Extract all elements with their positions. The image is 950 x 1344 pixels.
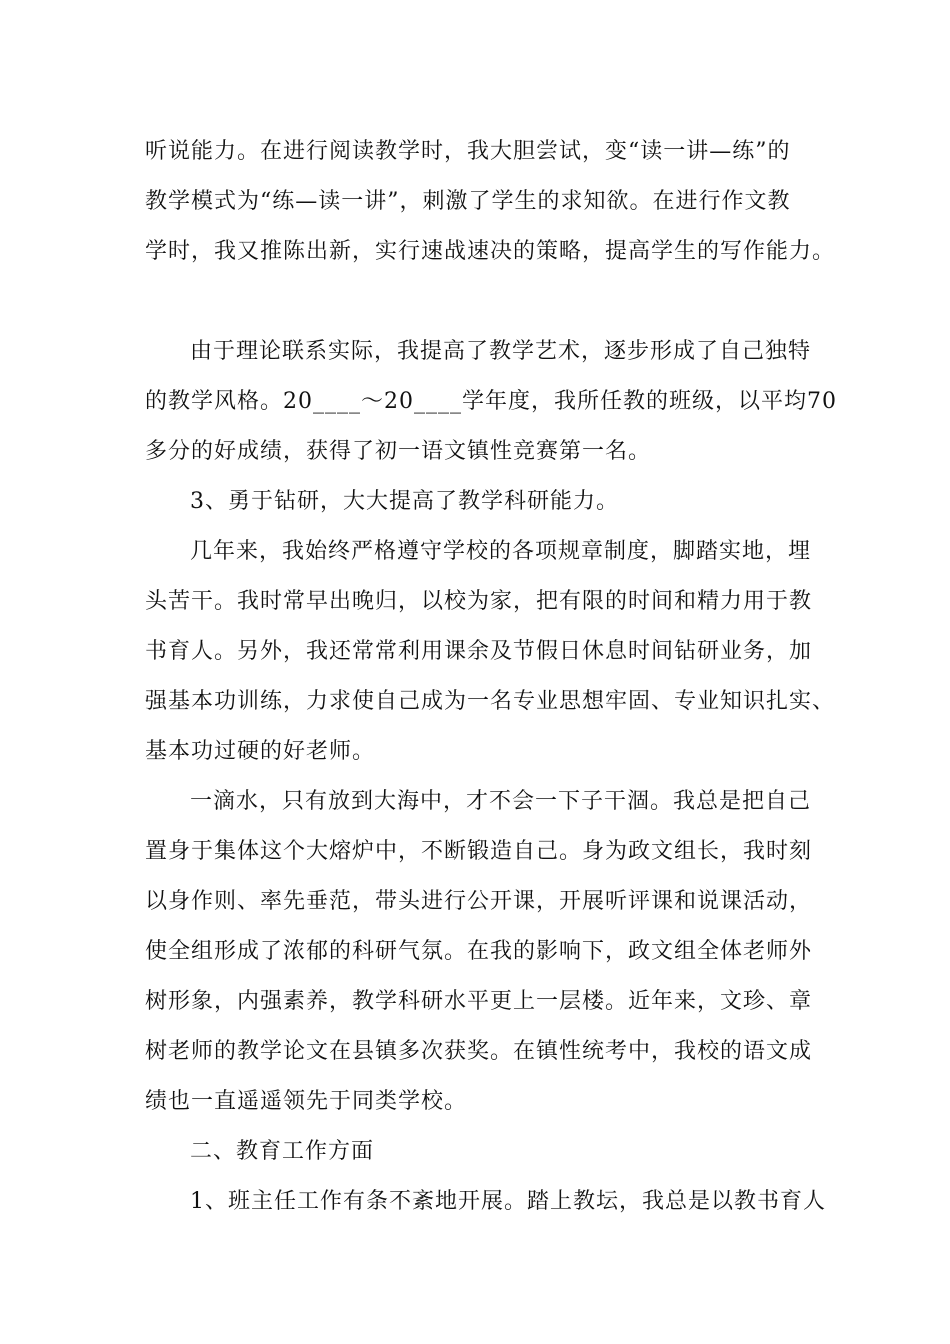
text-line: 听说能力。在进行阅读教学时，我大胆尝试，变“读一讲—练”的 [145, 139, 791, 164]
text-line: 以身作则、率先垂范，带头进行公开课，开展听评课和说课活动， [145, 889, 813, 914]
text-line: 多分的好成绩，获得了初一语文镇性竞赛第一名。 [145, 439, 652, 464]
text-line: 使全组形成了浓郁的科研气氛。在我的影响下，政文组全体老师外 [145, 939, 813, 964]
text-line: 置身于集体这个大熔炉中，不断锻造自己。身为政文组长，我时刻 [145, 839, 813, 864]
text-line: 树老师的教学论文在县镇多次获奖。在镇性统考中，我校的语文成 [145, 1039, 813, 1064]
text-line: 绩也一直遥遥领先于同类学校。 [145, 1089, 468, 1114]
text-line: 几年来，我始终严格遵守学校的各项规章制度，脚踏实地，埋 [190, 539, 812, 564]
text-line: 书育人。另外，我还常常利用课余及节假日休息时间钻研业务，加 [145, 639, 813, 664]
text-line: 树形象，内强素养，教学科研水平更上一层楼。近年来，文珍、章 [145, 989, 813, 1014]
text-line: 由于理论联系实际，我提高了教学艺术，逐步形成了自己独特 [190, 339, 812, 364]
text-line: 教学模式为“练—读一讲”，刺激了学生的求知欲。在进行作文教 [145, 189, 791, 214]
text-line: 基本功过硬的好老师。 [145, 739, 376, 764]
text-line: 头苦干。我时常早出晚归，以校为家，把有限的时间和精力用于教 [145, 589, 813, 614]
text-line: 的教学风格。20____～20____学年度，我所任教的班级，以平均70 [145, 389, 837, 414]
section-heading: 二、教育工作方面 [190, 1139, 375, 1164]
text-line: 强基本功训练，力求使自己成为一名专业思想牢固、专业知识扎实、 [145, 689, 836, 714]
text-line: 一滴水，只有放到大海中，才不会一下子干涸。我总是把自己 [190, 789, 812, 814]
text-line: 1、班主任工作有条不紊地开展。踏上教坛，我总是以教书育人 [190, 1189, 826, 1214]
text-line: 学时，我又推陈出新，实行速战速决的策略，提高学生的写作能力。 [145, 239, 836, 264]
section-heading: 3、勇于钻研，大大提高了教学科研能力。 [190, 489, 619, 514]
